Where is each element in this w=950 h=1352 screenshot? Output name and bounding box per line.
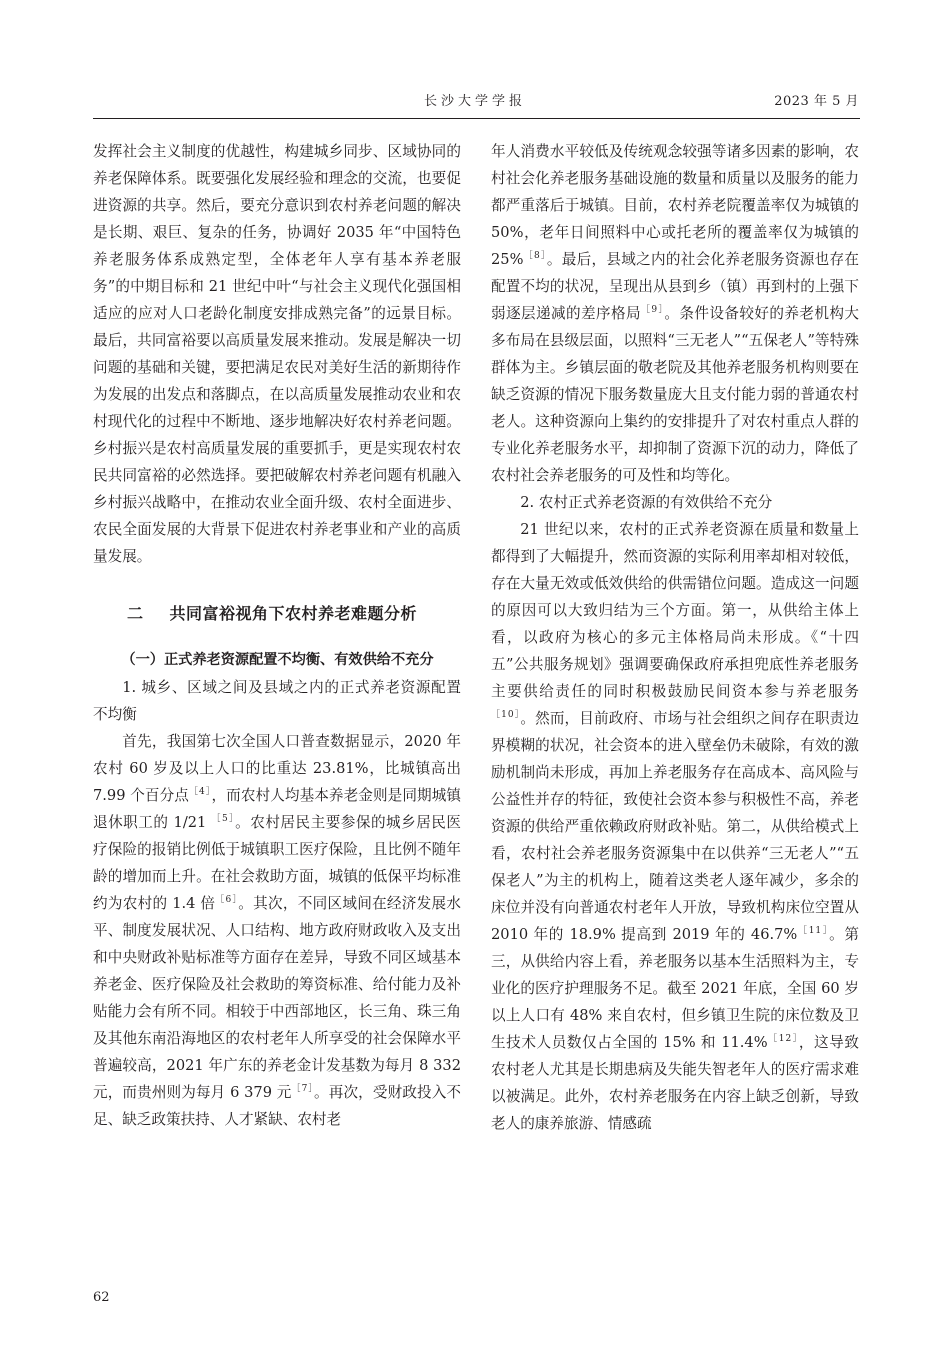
paragraph: 21 世纪以来，农村的正式养老资源在质量和数量上都得到了大幅提升，然而资源的实际利用率却相对较低，存在大量无效或低效供给的供需错位问题。造成这一问题的原因可以大致归结为三个方面。第一，从供给主体上看，以政府为核心的多元主体格局尚未形成。《“十四五”公共服务规划》强调要确保政府承担兜底性养老服务主要供给责任的同时积极鼓励民间资本参与养老服务$^{[10]}$。然而，目前政府、市场与社会组织之间存在职责边界模糊的状况，社会资本的进入壁垒仍未破除，有效的激励机制尚未形成，再加上养老服务存在高成本、高风险与公益性并存的特征，致使社会资本参与积极性不高，养老资源的供给严重依赖政府财政补贴。第二，从供给模式上看，农村社会养老服务资源集中在以供养“三无老人”“五保老人”为主的机构上，随着这类老人逐年减少，多余的床位并没有向普通农村老年人开放，导致机构床位空置从 2010 年的 18.9% 提高到 2019 年的 46.7%$^{[11]}$。第三，从供给内容上看，养老服务以基本生活照料为主，专业化的医疗护理服务不足。截至 2021 年底，全国 60 岁以上人口有 48% 来自农村，但乡镇卫生院的床位数及卫生技术人员数仅占全国的 15% 和 11.4%$^{[12]}$，这导致农村老人尤其是长期患病及失能失智老年人的医疗需求难以被满足。此外，农村养老服务在内容上缺乏创新，导致老人的康养旅游、情感疏 — [491, 521, 859, 1132]
journal-title: 长沙大学学报 — [423, 94, 526, 109]
citation[interactable]: ［6］ — [215, 895, 239, 905]
citation[interactable]: ［11］ — [797, 926, 830, 936]
page-number: 62 — [93, 1290, 110, 1305]
citation[interactable]: ［10］ — [491, 710, 521, 720]
citation[interactable]: ［5］ — [211, 814, 236, 824]
paragraph: 发挥社会主义制度的优越性，构建城乡同步、区域协同的养老保障体系。既要强化发展经验和理念的交流，也要促进资源的共享。然后，要充分意识到农村养老问题的解决是长期、艰巨、复杂的任务，协调好 2035 年“中国特色养老服务体系成熟定型，全体老年人享有基本养老服务”的中期目标和 21 世纪中叶“与社会主义现代化强国相适应的应对人口老龄化制度安排成熟完备”的远景目标。最后，共同富裕要以高质量发展来推动。发展是解决一切问题的基础和关键，要把满足农民对美好生活的新期待作为发展的出发点和落脚点，在以高质量发展推动农业和农村现代化的过程中不断地、逐步地解决好农村养老问题。乡村振兴是农村高质量发展的重要抓手，更是实现农村农民共同富裕的必然选择。要把破解农村养老问题有机融入乡村振兴战略中，在推动农业全面升级、农村全面进步、农民全面发展的大背景下促进农村养老事业和产业的高质量发展。 — [93, 143, 461, 565]
section-heading — [93, 600, 461, 627]
citation[interactable]: ［12］ — [767, 1034, 799, 1044]
header-rule — [93, 118, 860, 119]
subsubsection-heading: 2. 农村正式养老资源的有效供给不充分 — [520, 494, 773, 511]
issue-date: 2023 年 5 月 — [774, 94, 859, 109]
citation[interactable]: ［4］ — [188, 787, 212, 797]
left-column — [93, 138, 461, 1133]
paragraph: 首先，我国第七次全国人口普查数据显示，2020 年农村 60 岁及以上人口的比重达 23.81%，比城镇高出 7.99 个百分点$^{[4]}$，而农村人均基本养老金则是同期城镇退休职工的 1/21 $^{[5]}$。农村居民主要参保的城乡居民医疗保险的报销比例低于城镇职工医疗保险，且比例不随年龄的增加而上升。在社会救助方面，城镇的低保平均标准约为农村的 1.4 倍$^{[6]}$。其次，不同区域间在经济发展水平、制度发展状况、人口结构、地方政府财政收入及支出和中央财政补贴标准等方面存在差异，导致不同区域基本养老金、医疗保险及社会救助的筹资标准、给付能力及补贴能力会有所不同。相较于中西部地区，长三角、珠三角及其他东南沿海地区的农村老年人所享受的社会保障水平普遍较高，2021 年广东的养老金计发基数为每月 8 332 元，而贵州则为每月 6 379 元$^{[7]}$。再次，受财政投入不足、缺乏政策扶持、人才紧缺、农村老 — [93, 733, 461, 1128]
citation[interactable]: ［9］ — [640, 305, 665, 315]
section-number: 二 — [127, 604, 144, 623]
subsubsection-heading: 1. 城乡、区域之间及县域之内的正式养老资源配置不均衡 — [93, 679, 461, 723]
right-column — [491, 138, 859, 1137]
citation[interactable]: ［7］ — [291, 1084, 315, 1094]
citation[interactable]: ［8］ — [523, 251, 547, 261]
paragraph: 年人消费水平较低及传统观念较强等诸多因素的影响，农村社会化养老服务基础设施的数量和质量以及服务的能力都严重落后于城镇。目前，农村养老院覆盖率仅为城镇的 50%，老年日间照料中心或托老所的覆盖率仅为城镇的 25%$^{[8]}$。最后，县域之内的社会化养老服务资源也存在配置不均的状况，呈现出从县到乡（镇）再到村的上强下弱逐层递减的差序格局$^{[9]}$。条件设备较好的养老机构大多布局在县级层面，以照料“三无老人”“五保老人”等特殊群体为主。乡镇层面的敬老院及其他养老服务机构则要在缺乏资源的情况下服务数量庞大且支付能力弱的普通农村老人。这种资源向上集约的安排提升了对农村重点人群的专业化养老服务水平，却抑制了资源下沉的动力，降低了农村社会养老服务的可及性和均等化。 — [491, 143, 859, 484]
subsection-heading: （一）正式养老资源配置不均衡、有效供给不充分 — [121, 652, 434, 668]
section-title: 共同富裕视角下农村养老难题分析 — [169, 604, 418, 623]
